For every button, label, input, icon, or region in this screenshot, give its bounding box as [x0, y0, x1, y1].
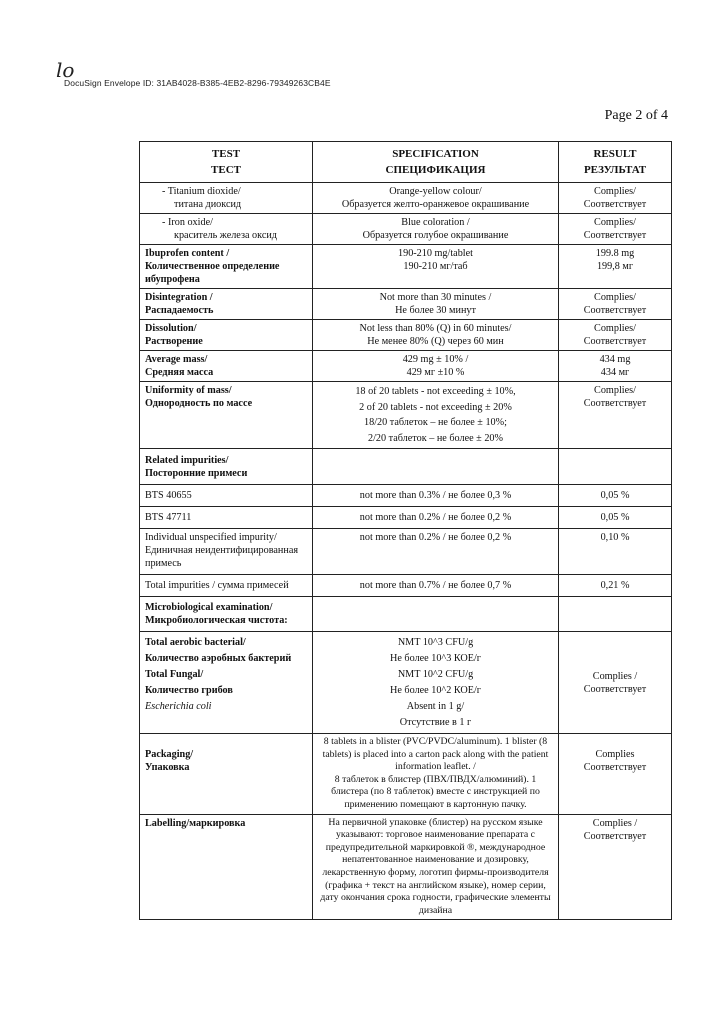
spec-cell — [313, 597, 559, 632]
spec-cell: not more than 0.7% / не более 0,7 % — [313, 575, 559, 597]
table-row-bts47711 — [140, 507, 672, 529]
result-cell: Complies/ Соответствует — [559, 183, 672, 214]
table-row-bts40655 — [140, 485, 672, 507]
result-cell: Complies Соответствует — [559, 734, 672, 815]
table-row-packaging — [140, 734, 672, 815]
spec-cell: not more than 0.2% / не более 0,2 % — [313, 507, 559, 529]
table-row-aerobic-fungal — [140, 632, 672, 734]
docusign-envelope-id: DocuSign Envelope ID: 31AB4028-B385-4EB2-8296-79349263CB4E — [64, 78, 331, 88]
spec-cell: not more than 0.3% / не более 0,3 % — [313, 485, 559, 507]
result-cell: Complies/ Соответствует — [559, 320, 672, 351]
table-row-total-impurities — [140, 575, 672, 597]
table-row-iron — [140, 214, 672, 245]
table-row-ibuprofen — [140, 245, 672, 289]
test-cell: Average mass/ Средняя масса — [140, 351, 313, 382]
test-cell: Microbiological examination/ Микробиологическая чистота: — [140, 597, 313, 632]
table-row-dissolution — [140, 320, 672, 351]
test-cell: - Iron oxide/ краситель железа оксид — [140, 214, 313, 245]
test-cell: Total aerobic bacterial/ Количество аэробных бактерий Total Fungal/ Количество грибов Escherichia coli — [140, 632, 313, 734]
result-cell: 0,10 % — [559, 529, 672, 575]
spec-cell: NMT 10^3 CFU/g Не более 10^3 КОЕ/г NMT 10^2 CFU/g Не более 10^2 КОЕ/г Absent in 1 g/ Отсутствие в 1 г — [313, 632, 559, 734]
header-result: RESULT РЕЗУЛЬТАТ — [559, 142, 672, 183]
test-results-table — [139, 141, 672, 920]
spec-cell: Blue coloration / Образуется голубое окрашивание — [313, 214, 559, 245]
table-header-row — [140, 142, 672, 183]
header-test: TEST ТЕСТ — [140, 142, 313, 183]
result-cell: Complies/ Соответствует — [559, 214, 672, 245]
page-number: Page 2 of 4 — [604, 108, 668, 123]
table-row-average-mass — [140, 351, 672, 382]
spec-cell: 190-210 mg/tablet 190-210 мг/таб — [313, 245, 559, 289]
result-cell: Complies / Соответствует — [559, 814, 672, 920]
result-cell: 0,21 % — [559, 575, 672, 597]
table-row-disintegration — [140, 289, 672, 320]
table-row-labelling — [140, 814, 672, 920]
spec-cell: 429 mg ± 10% / 429 мг ±10 % — [313, 351, 559, 382]
test-cell: Dissolution/ Растворение — [140, 320, 313, 351]
test-cell: Individual unspecified impurity/ Единичная неидентифицированная примесь — [140, 529, 313, 575]
result-cell: Complies/ Соответствует — [559, 382, 672, 449]
result-cell: Complies/ Соответствует — [559, 289, 672, 320]
spec-cell: 8 tablets in a blister (PVC/PVDC/aluminum). 1 blister (8 tablets) is placed into a carton pack along with the patient information leaflet. / 8 таблеток в блистер (ПВХ/ПВДХ/алюминий). 1 блистера (по 8 таблеток) вместе с инструкцией по применению помещают в картонную пачку. — [313, 734, 559, 815]
table-row-uniformity — [140, 382, 672, 449]
test-cell: Total impurities / сумма примесей — [140, 575, 313, 597]
spec-cell: На первичной упаковке (блистер) на русском языке указывают: торговое наименование препарата с предупредительной маркировкой ®, международное непатентованное наименование и дозировку, лекарственную форму, логотип фирмы-производителя (графика + текст на английском языке), номер серии, дату окончания срока годности, графические элементы дизайна — [313, 814, 559, 920]
test-cell: Uniformity of mass/ Однородность по массе — [140, 382, 313, 449]
spec-cell: 18 of 20 tablets - not exceeding ± 10%, 2 of 20 tablets - not exceeding ± 20% 18/20 таблеток – не более ± 10%; 2/20 таблеток – не более ± 20% — [313, 382, 559, 449]
spec-cell: Orange-yellow colour/ Образуется желто-оранжевое окрашивание — [313, 183, 559, 214]
spec-cell: Not more than 30 minutes / Не более 30 минут — [313, 289, 559, 320]
result-cell: Complies / Соответствует — [559, 632, 672, 734]
test-cell: - Titanium dioxide/ титана диоксид — [140, 183, 313, 214]
handwritten-mark: lo — [56, 58, 75, 82]
test-cell: BTS 47711 — [140, 507, 313, 529]
result-cell — [559, 449, 672, 485]
test-cell: Ibuprofen content / Количественное определение ибупрофена — [140, 245, 313, 289]
test-cell: Disintegration / Распадаемость — [140, 289, 313, 320]
test-cell: BTS 40655 — [140, 485, 313, 507]
result-cell — [559, 597, 672, 632]
header-specification: SPECIFICATION СПЕЦИФИКАЦИЯ — [313, 142, 559, 183]
table-row-titanium — [140, 183, 672, 214]
test-cell: Related impurities/ Посторонние примеси — [140, 449, 313, 485]
result-cell: 434 mg 434 мг — [559, 351, 672, 382]
table-row-microbiological — [140, 597, 672, 632]
spec-cell — [313, 449, 559, 485]
spec-cell: Not less than 80% (Q) in 60 minutes/ Не менее 80% (Q) через 60 мин — [313, 320, 559, 351]
result-cell: 0,05 % — [559, 507, 672, 529]
result-cell: 199.8 mg 199,8 мг — [559, 245, 672, 289]
test-cell: Packaging/ Упаковка — [140, 734, 313, 815]
spec-cell: not more than 0.2% / не более 0,2 % — [313, 529, 559, 575]
table-row-related-impurities — [140, 449, 672, 485]
table-row-individual-impurity — [140, 529, 672, 575]
test-cell: Labelling/маркировка — [140, 814, 313, 920]
result-cell: 0,05 % — [559, 485, 672, 507]
